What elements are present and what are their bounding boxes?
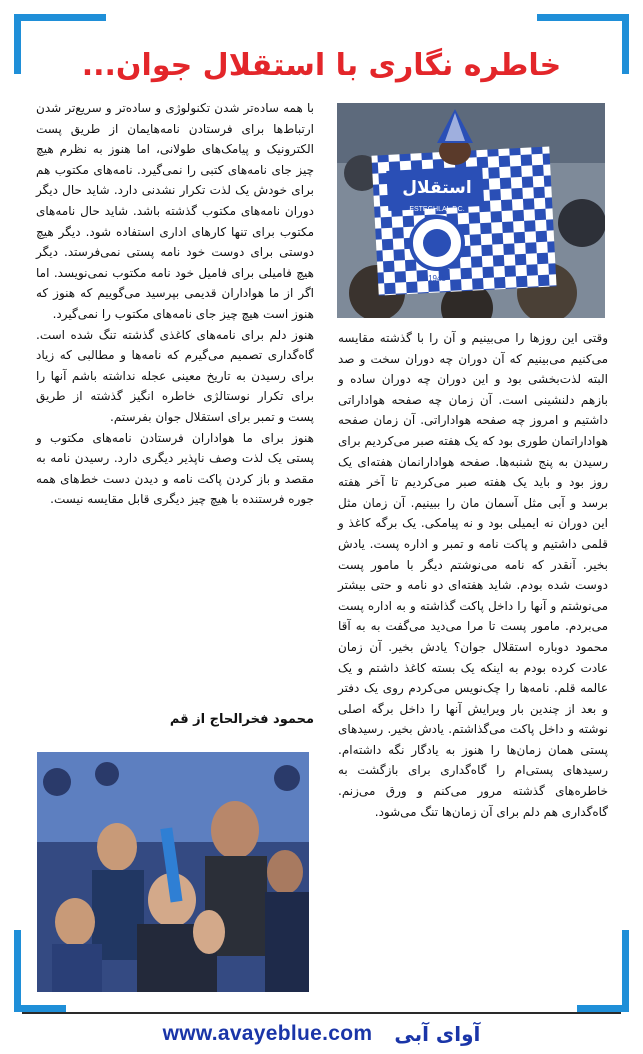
left-column-paragraph: هنوز دلم برای نامه‌های کاغذی گذشته تنگ شده است. گاه‌گداری تصمیم می‌گیرم که نامه‌ها و مطالبی که زیاد برای رسیدن به تاریخ معینی عجله نداشته باشم آنها را برای تکرار نوستالژی خاطره انگیز گذشته از طریق پست و تمبر برای استقلال جوان بفرستم. [36,327,314,424]
article-left-column [36,98,314,710]
article-headline: خاطره نگاری با استقلال جوان... [81,48,562,83]
right-column-paragraph: وقتی این روزها را می‌بینیم و آن را با گذشته مقایسه می‌کنیم می‌بینیم که آن دوران چه دوران سخت و صد البته لذت‌بخشی بود و این دوران چه دوران ساده و بازهم دلنشینی است. آن زمان چه صفحه هواداراتی داشتیم و امروز چه صفحه هواداراتی. آن زمان صفحه هواداراتمان طوری بود که یک هفته صبر می‌کردیم برای رسیدن به پنج شنبه‌ها. صفحه هوادارانمان هفته‌ای یک روز بود و باید یک هفته صبر می‌کردیم تا آخر هفته برسد و آبی مثل آسمان مان را ببینیم. آن زمان مثل این دوران نه ایمیلی بود و نه پیامکی. یک برگه کاغذ و قلمی داشتیم و پاکت نامه و تمبر و اداره پست. یادش بخیر. آنقدر که نامه می‌نوشتم دیگر با مامور پست دوست شده بودم. شاید هفته‌ای دو نامه و حتی بیشتر می‌نوشتم و آنها را داخل پاکت گذاشته و به اداره پست می‌بردم. مامور پست تا مرا می‌دید می‌گفت به به آقا محمود دوباره استقلال جوان؟ یادش بخیر. آن زمان عادت کرده بودم به اینکه یک بسته کاغذ داشتم و یک عالمه قلم. نامه‌ها را چک‌نویس می‌کردم روی یک دفتر و بعد از چندین بار ویرایش آنها را داخل برگه اصلی نوشته و داخل پاکت می‌گذاشتم. یادش بخیر. رسیدهای پستی همان زمان‌ها را هنوز به یادگار نگه داشته‌ام. رسیدهای پستی‌ام را گاه‌گداری برای بازگشت به خاطره‌های گذشته مرور می‌کنم و ورق می‌زنم. گاه‌گداری هم دلم برای آن زمان‌ها تنگ می‌شود. [338,331,608,819]
article-right-column [338,328,608,988]
fans-crowd-photo [37,752,309,992]
footer [0,1016,643,1052]
flag-logo-subtext: ESTEGHLAL F.C. [409,206,465,213]
footer-brand-name: آوای آبی [394,1022,481,1046]
flag-logo-year: 1945 [428,274,446,283]
footer-website-link[interactable]: www.avayeblue.com [162,1022,373,1045]
article-author: محمود فخرالحاج از قم [169,712,314,727]
footer-divider [22,1012,621,1014]
fan-flag-photo [337,103,605,318]
left-column-paragraph: با همه ساده‌تر شدن تکنولوژی و ساده‌تر و سریع‌تر شدن ارتباط‌ها برای فرستادن نامه‌هایمان از طریق پست الکترونیک و پیامک‌های طولانی، اما هنوز به نظرم هیچ چیز جای نامه‌های کتبی را نمی‌گیرد. نامه‌های مکتوب هم برای خودش یک لذت تکرار نشدنی دارد. شاید حال دیگر دوران نامه‌های مکتوب گذشته باشد. شاید حال نامه‌های مکتوب برای تنها کارهای اداری استفاده شود. دیگر هیچ دوستی برای دوست خود نامه پستی نمی‌فرستد. دیگر هیچ فامیلی برای فامیل خود نامه مکتوب نمی‌نویسد. اما اگر از ما هواداران قدیمی بپرسید می‌گوییم که هنوز که هنوز است هیچ چیز جای نامه‌های مکتوب را نمی‌گیرد. [36,101,314,321]
left-column-paragraph: هنوز برای ما هواداران فرستادن نامه‌های مکتوب و پستی یک لذت وصف ناپذیر دیگری دارد. رسیدن نامه به مقصد و باز کردن پاکت نامه و دیدن دست خط‌های همه جوره فرستنده با هیچ چیز دیگری قابل مقایسه نیست. [36,430,314,507]
flag-logo-text: استقلال [402,178,472,198]
